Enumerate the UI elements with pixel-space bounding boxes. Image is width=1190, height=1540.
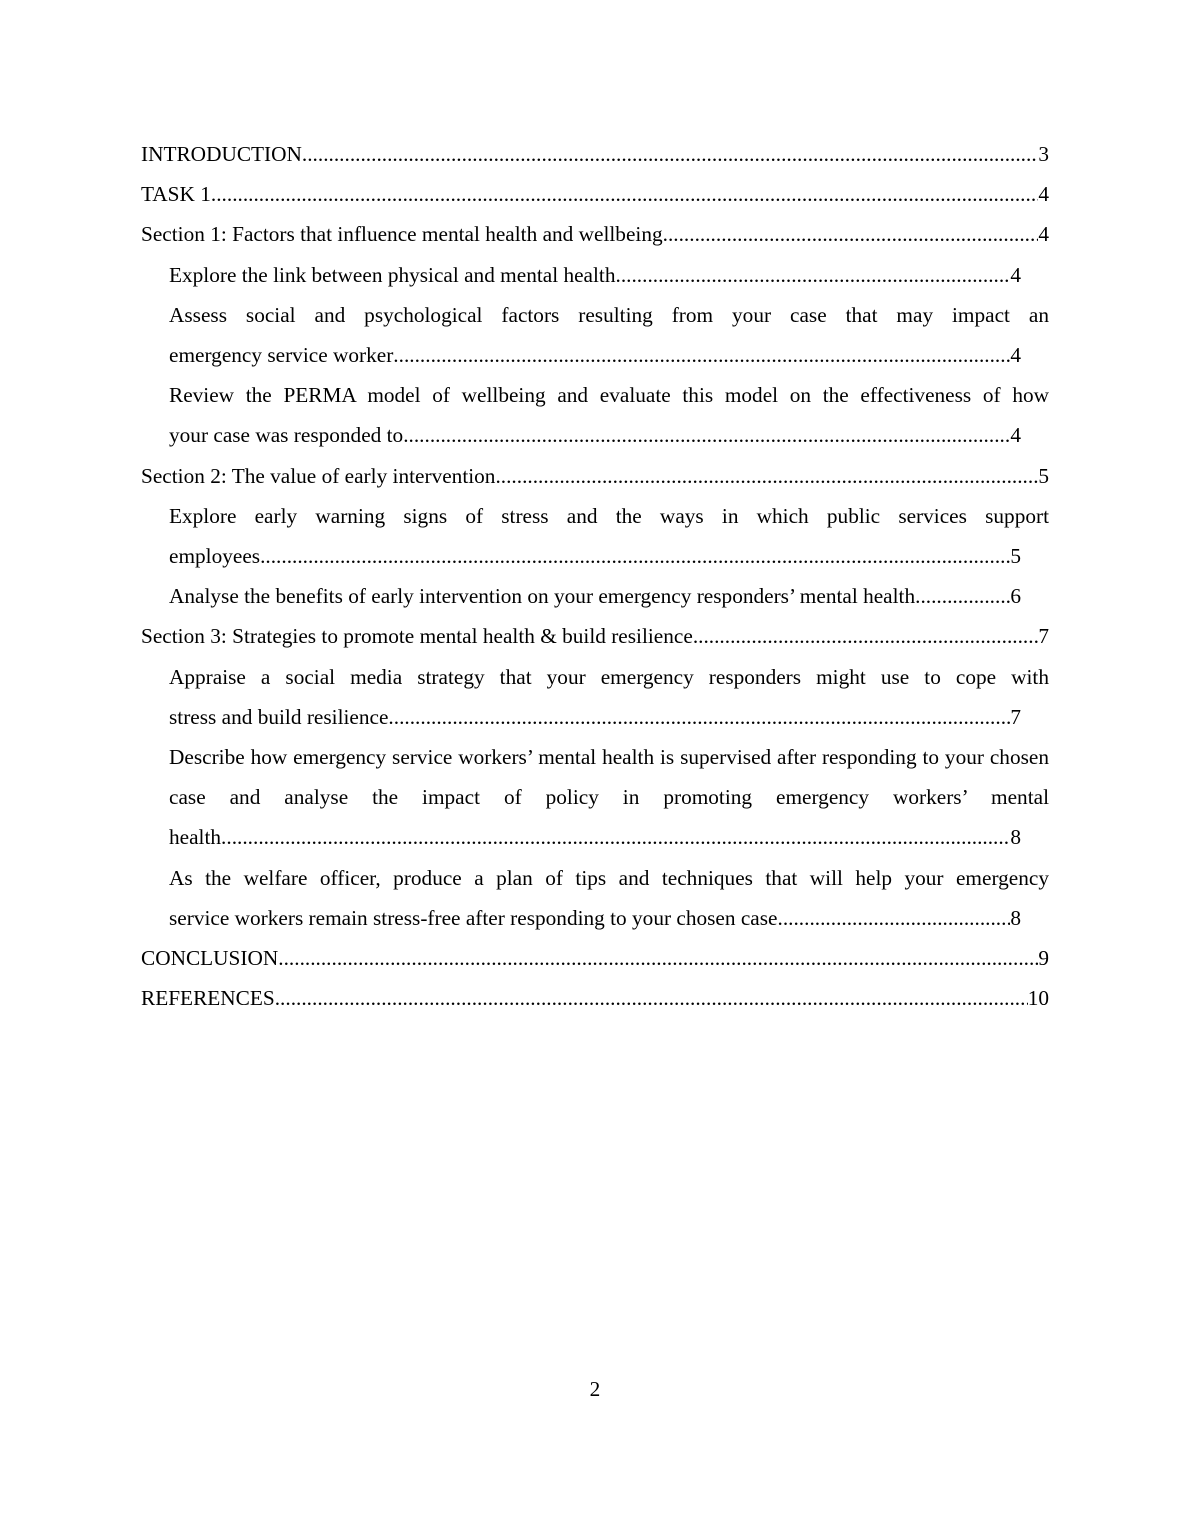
- toc-entry-section-3[interactable]: [141, 616, 1049, 656]
- dot-leader: [616, 255, 1011, 295]
- dot-leader: [275, 978, 1028, 1018]
- toc-entry-title: employees: [169, 544, 261, 569]
- toc-entry-title: emergency service worker: [169, 343, 394, 368]
- toc-entry-title: INTRODUCTION: [141, 142, 302, 166]
- dot-leader: [393, 335, 1010, 375]
- toc-entry-section-1[interactable]: [141, 214, 1049, 254]
- toc-entry-references[interactable]: [141, 978, 1049, 1018]
- toc-entry-lead-line: Review the PERMA model of wellbeing and evaluate this model on the effectiveness of how: [169, 383, 1049, 408]
- toc-entry-page: 8: [1010, 825, 1021, 850]
- toc-entry-page: 4: [1038, 182, 1049, 207]
- dot-leader: [211, 174, 1038, 214]
- toc-entry-page: 9: [1038, 946, 1049, 971]
- dot-leader: [778, 898, 1011, 938]
- toc-entry-page: 4: [1010, 262, 1021, 287]
- toc-entry-page: 6: [1010, 584, 1021, 609]
- toc-entry-page: 4: [1010, 343, 1021, 368]
- dot-leader: [693, 616, 1039, 656]
- toc-entry-early-warning-signs[interactable]: [169, 496, 1049, 576]
- toc-entry-physical-mental-link[interactable]: [169, 255, 1049, 295]
- dot-leader: [388, 697, 1010, 737]
- toc-entry-page: 4: [1010, 423, 1021, 448]
- toc-entry-welfare-plan[interactable]: [169, 858, 1049, 938]
- toc-entry-lead-line: Appraise a social media strategy that your emergency responders might use to cope with: [169, 664, 1049, 689]
- toc-entry-section-2[interactable]: [141, 456, 1049, 496]
- dot-leader: [915, 576, 1010, 616]
- toc-entry-lead-line: As the welfare officer, produce a plan of tips and techniques that will help your emergency: [169, 865, 1049, 890]
- dot-leader: [663, 214, 1039, 254]
- toc-entry-page: 3: [1038, 142, 1049, 166]
- toc-entry-conclusion[interactable]: [141, 938, 1049, 978]
- toc-entry-page: 10: [1027, 986, 1049, 1011]
- toc-entry-title: Section 2: The value of early intervention: [141, 463, 496, 488]
- toc-entry-title: service workers remain stress-free after responding to your chosen case: [169, 905, 778, 930]
- toc-entry-lead-line: Explore early warning signs of stress and the ways in which public services support: [169, 503, 1049, 528]
- toc-entry-supervision-policy[interactable]: [169, 737, 1049, 858]
- toc-entry-social-psychological-factors[interactable]: [169, 295, 1049, 375]
- toc-entry-page: 5: [1038, 463, 1049, 488]
- dot-leader: [278, 938, 1038, 978]
- toc-entry-benefits-early-intervention[interactable]: [169, 576, 1049, 616]
- toc-entry-page: 8: [1010, 905, 1021, 930]
- toc-entry-lead-line: Assess social and psychological factors resulting from your case that may impact an: [169, 302, 1049, 327]
- toc-entry-title: health: [169, 825, 222, 850]
- dot-leader: [260, 536, 1010, 576]
- toc-entry-title: your case was responded to: [169, 423, 404, 448]
- toc-entry-social-media-strategy[interactable]: [169, 657, 1049, 737]
- toc-entry-title: Analyse the benefits of early intervention on your emergency responders’ mental health: [169, 584, 916, 609]
- dot-leader: [221, 817, 1010, 857]
- dot-leader: [495, 456, 1038, 496]
- toc-entry-title: REFERENCES: [141, 986, 275, 1011]
- toc-entry-task-1[interactable]: [141, 174, 1049, 214]
- toc-entry-title: Explore the link between physical and mental health: [169, 262, 616, 287]
- toc-entry-page: 4: [1038, 222, 1049, 247]
- toc-entry-lead-line: Describe how emergency service workers’ mental health is supervised after responding to your chosen case and analyse the impact of policy in promoting emergency workers’ mental: [169, 745, 1049, 810]
- toc-entry-title: TASK 1: [141, 182, 211, 207]
- toc-entry-page: 5: [1010, 544, 1021, 569]
- toc-entry-title: CONCLUSION: [141, 946, 279, 971]
- page-number: 2: [589, 1377, 601, 1401]
- toc-entry-perma-model[interactable]: [169, 375, 1049, 455]
- table-of-contents: [141, 134, 1049, 1018]
- toc-entry-title: Section 1: Factors that influence mental health and wellbeing: [141, 222, 663, 247]
- toc-entry-title: stress and build resilience: [169, 704, 389, 729]
- toc-entry-introduction[interactable]: [141, 134, 1049, 174]
- dot-leader: [403, 415, 1010, 455]
- toc-entry-title: Section 3: Strategies to promote mental health & build resilience: [141, 624, 693, 649]
- toc-entry-page: 7: [1010, 704, 1021, 729]
- toc-entry-page: 7: [1038, 624, 1049, 649]
- dot-leader: [302, 134, 1038, 174]
